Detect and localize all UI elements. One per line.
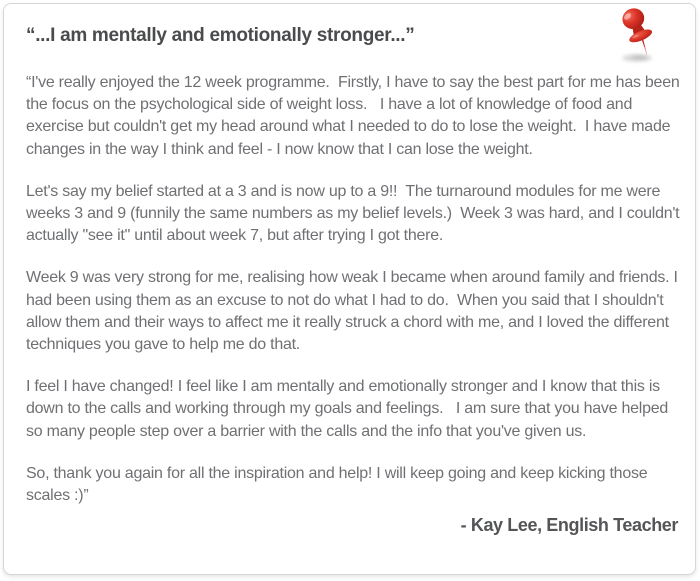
pushpin-icon [611,6,667,68]
testimonial-paragraph: Week 9 was very strong for me, realising how weak I became when around family and friends. I had been using them as an excuse to not do what I had to do. When you said that I shouldn't allow them and their ways to affect me it really struck a chord with me, and I loved the different techniques you gave to help me do that. [26,269,682,354]
testimonial-paragraph: Let's say my belief started at a 3 and is now up to a 9!! The turnaround modules for me were weeks 3 and 9 (funnily the same numbers as my belief levels.) Week 3 was hard, and I couldn't actually "see it" until about week 7, but after trying I got there. [26,182,684,245]
testimonial-headline: “...I am mentally and emotionally stronger...” [26,25,415,46]
testimonial-paragraph: So, thank you again for all the inspiration and help! I will keep going and keep kicking those scales :)” [26,464,652,505]
testimonial-card [3,3,696,575]
testimonial-paragraph: “I've really enjoyed the 12 week programme. Firstly, I have to say the best part for me has been the focus on the psychological side of weight loss. I have a lot of knowledge of food and exercise but couldn't get my head around what I needed to do to lose the weight. I have made changes in the way I think and feel - I now know that I can lose the weight. [26,74,684,158]
testimonial-attribution: - Kay Lee, English Teacher [460,515,678,536]
testimonial-body [26,72,684,507]
testimonial-paragraph: I feel I have changed! I feel like I am mentally and emotionally stronger and I know that this is down to the calls and working through my goals and feelings. I am sure that you have helped so many people step over a barrier with the calls and the info that you've given us. [26,378,673,440]
